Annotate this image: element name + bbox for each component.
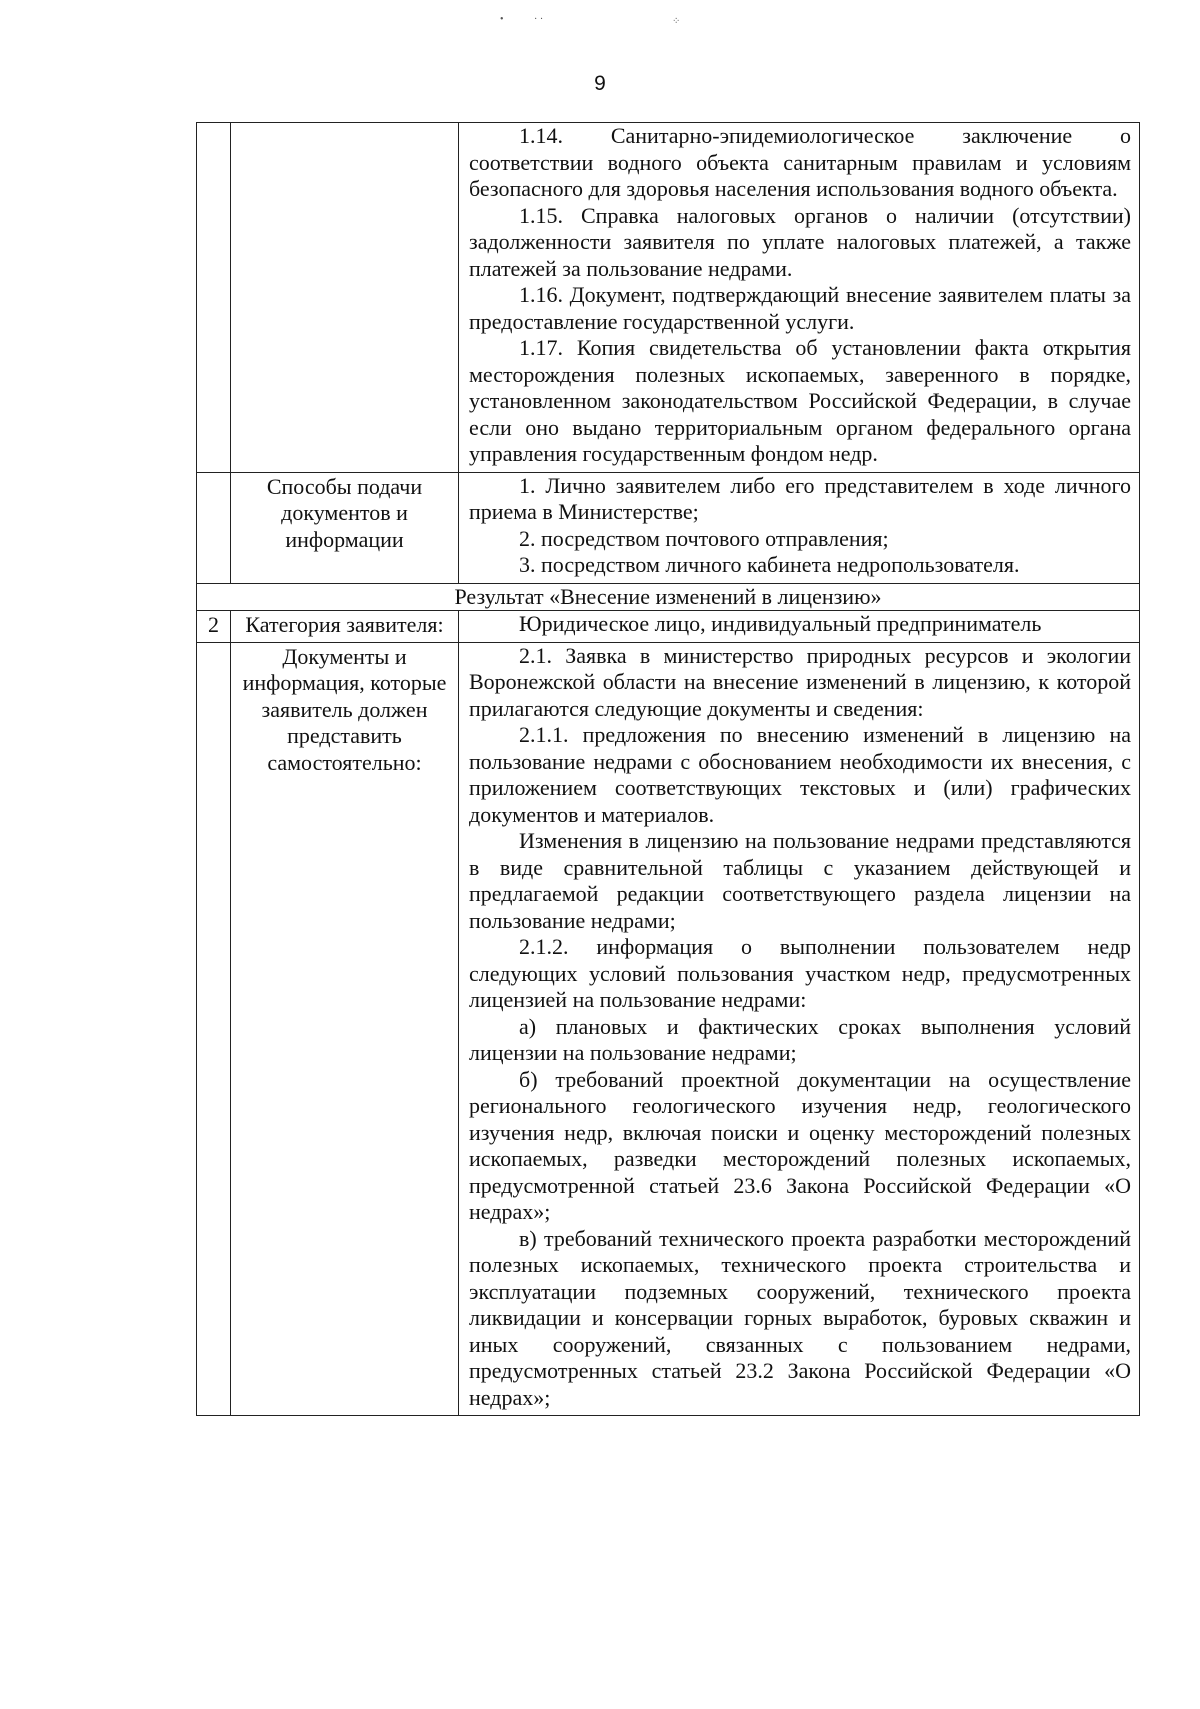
methods-cell (459, 472, 1140, 583)
row-number-cell (197, 642, 231, 1416)
doc-item: Изменения в лицензию на пользование недрами представляются в виде сравнительной таблицы с указанием действующей и предлагаемой редакции соответствующего раздела лицензии на пользование недрами; (469, 828, 1131, 933)
row-number: 2 (197, 611, 231, 643)
scan-speck: • (500, 14, 504, 25)
scan-speck: · · (534, 14, 544, 25)
doc-item: 2.1. Заявка в министерство природных ресурсов и экологии Воронежской области на внесение изменений в лицензию, к которой прилагаются следующие документы и сведения: (469, 642, 1131, 721)
table-row (197, 611, 1140, 643)
row-label-cell (231, 123, 459, 473)
result-header-row (197, 583, 1140, 611)
method-item: 2. посредством почтового отправления; (519, 525, 889, 551)
doc-item: б) требований проектной документации на осуществление регионального геологического изучения недр, геологического изучения недр, включая поиски и оценку месторождений полезных ископаемых, разведки месторождений полезных ископаемых, предусмотренной статьей 23.6 Закона Российской Федерации «О недрах»; (469, 1066, 1131, 1224)
category-cell (459, 611, 1140, 643)
category-label: Категория заявителя: (231, 611, 459, 643)
doc-item: 1.16. Документ, подтверждающий внесение заявителем платы за предоставление государственной услуги. (469, 282, 1131, 334)
category-value: Юридическое лицо, индивидуальный предприниматель (519, 611, 1042, 636)
doc-item: 2.1.2. информация о выполнении пользователем недр следующих условий пользования участком недр, предусмотренных лицензией на пользование недрами: (469, 934, 1131, 1012)
method-item: 1. Лично заявителем либо его представителем в ходе личного приема в Министерстве; (469, 472, 1131, 524)
doc-item: 2.1.1. предложения по внесению изменений в лицензию на пользование недрами с обоснованием необходимости их внесения, с приложением соответствующих текстовых и (или) графических документов и материалов. (469, 722, 1131, 827)
row-number-cell (197, 472, 231, 583)
page-number: 9 (594, 72, 606, 95)
services-table (196, 122, 1140, 1416)
table-row (197, 642, 1140, 1416)
doc-item: а) плановых и фактических сроках выполнения условий лицензии на пользование недрами; (469, 1013, 1131, 1065)
row-number-cell (197, 123, 231, 473)
documents-cell (459, 123, 1140, 473)
method-item: 3. посредством личного кабинета недропользователя. (519, 552, 1020, 577)
table-row (197, 123, 1140, 473)
result-header: Результат «Внесение изменений в лицензию» (197, 583, 1140, 611)
methods-label: Способы подачи документов и информации (231, 472, 459, 583)
doc-item: в) требований технического проекта разработки месторождений полезных ископаемых, технического проекта строительства и эксплуатации подземных сооружений, технического проекта ликвидации и консервации горных выработок, буровых скважин и иных сооружений, связанных с пользованием недрами, предусмотренных статьей 23.2 Закона Российской Федерации «О недрах»; (469, 1225, 1131, 1410)
table-row (197, 472, 1140, 583)
documents-list-cell (459, 642, 1140, 1416)
documents-label: Документы и информация, которые заявитель должен представить самостоятельно: (231, 642, 459, 1416)
doc-item: 1.14. Санитарно-эпидемиологическое заключение о соответствии водного объекта санитарным правилам и условиям безопасного для здоровья населения использования водного объекта. (469, 123, 1131, 201)
doc-item: 1.15. Справка налоговых органов о наличии (отсутствии) задолженности заявителя по уплате налоговых платежей, а также платежей за пользование недрами. (469, 202, 1131, 281)
scan-speck: ⁘ (672, 16, 681, 27)
doc-item: 1.17. Копия свидетельства об установлении факта открытия месторождения полезных ископаемых, заверенного в порядке, установленном законодательством Российской Федерации, в случае если оно выдано территориальным органом федерального органа управления государственным фондом недр. (469, 335, 1131, 466)
